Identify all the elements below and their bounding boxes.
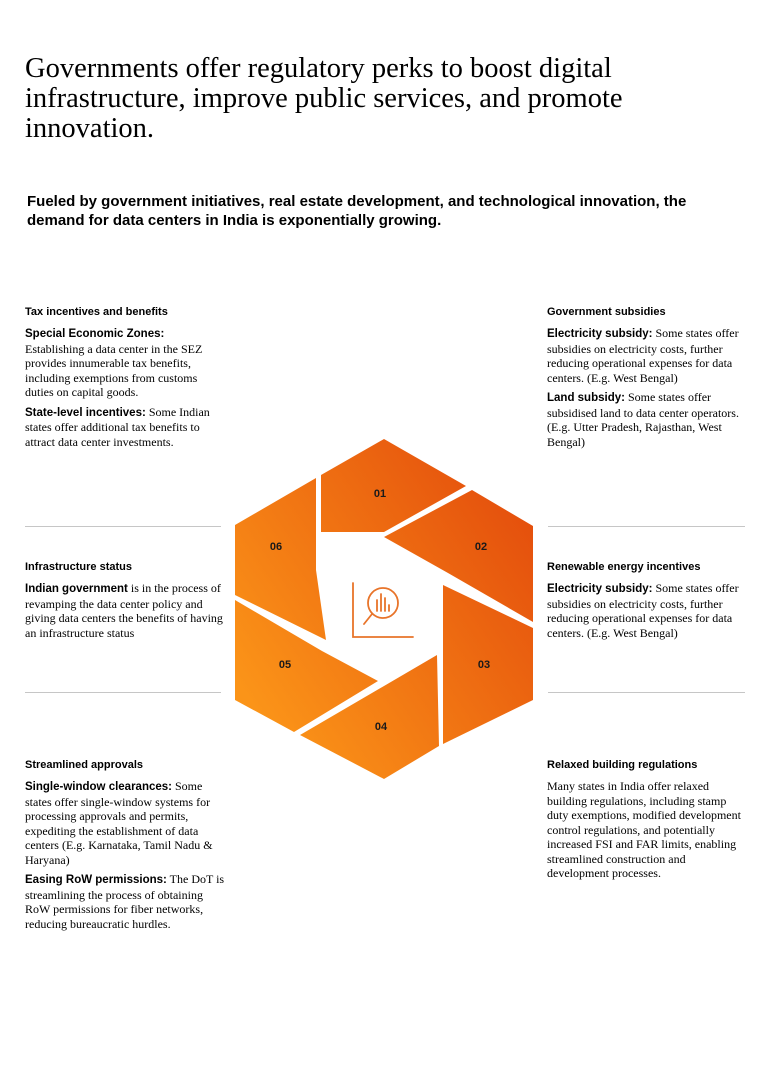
paragraph-text: is in the process of revamping the data center policy and giving data centers the benefits of having an infrastructure status [25, 581, 223, 640]
page-title: Governments offer regulatory perks to boost digital infrastructure, improve public services, and promote innovation. [25, 53, 623, 144]
paragraph-text: Some states offer subsidies on electricity costs, further reducing operational expenses for data centers. (E.g. West Bengal) [547, 581, 739, 640]
segment-label-05: 05 [278, 659, 292, 671]
paragraph-text: The DoT is streamlining the process of obtaining RoW permissions for fiber networks, reducing bureaucratic hurdles. [25, 872, 225, 931]
segment-label-01: 01 [373, 488, 387, 500]
paragraph-text: Many states in India offer relaxed building regulations, including stamp duty exemptions, modified development control regulations, and potentially increased FSI and FAR limits, enabling streamlined construction and development processes. [547, 779, 741, 880]
paragraph-lead: Electricity subsidy: [547, 328, 653, 340]
section-heading: Relaxed building regulations [547, 759, 698, 771]
paragraph-text: Some states offer single-window systems for processing approvals and permits, expediting the establishment of data centers (E.g. Karnataka, Tamil Nadu & Haryana) [25, 779, 213, 867]
section-heading: Infrastructure status [25, 561, 132, 573]
paragraph-text: Some states offer subsidised land to data center operators. (E.g. Utter Pradesh, Rajasthan, West Bengal) [547, 390, 739, 449]
paragraph-lead: State-level incentives: [25, 406, 146, 419]
paragraph-lead: Special Economic Zones: [25, 328, 165, 340]
paragraph-lead: Electricity subsidy: [547, 583, 653, 595]
paragraph-lead: Indian government [25, 583, 128, 595]
section-heading: Tax incentives and benefits [25, 306, 168, 318]
paragraph-lead: Single-window clearances: [25, 781, 172, 793]
segment-label-04: 04 [374, 721, 388, 733]
section-heading: Streamlined approvals [25, 759, 143, 771]
segment-label-03: 03 [477, 659, 491, 671]
segment-label-06: 06 [269, 541, 283, 553]
section-heading: Renewable energy incentives [547, 561, 701, 573]
paragraph-lead: Land subsidy: [547, 392, 625, 404]
paragraph-lead: Easing RoW permissions: [25, 874, 167, 886]
paragraph-text: Establishing a data center in the SEZ provides innumerable tax benefits, including exemptions from customs duties on capital goods. [25, 341, 203, 399]
paragraph-text: Some states offer subsidies on electricity costs, further reducing operational expenses for data centers. (E.g. West Bengal) [547, 326, 739, 385]
page-subtitle: Fueled by government initiatives, real estate development, and technological innovation, the demand for data centers in India is exponentially growing. [27, 193, 687, 229]
paragraph-text: Some Indian states offer additional tax benefits to attract data center investments. [25, 404, 210, 449]
chart-magnifier-icon [353, 583, 413, 637]
section-heading: Government subsidies [547, 306, 666, 318]
segment-label-02: 02 [474, 541, 488, 553]
